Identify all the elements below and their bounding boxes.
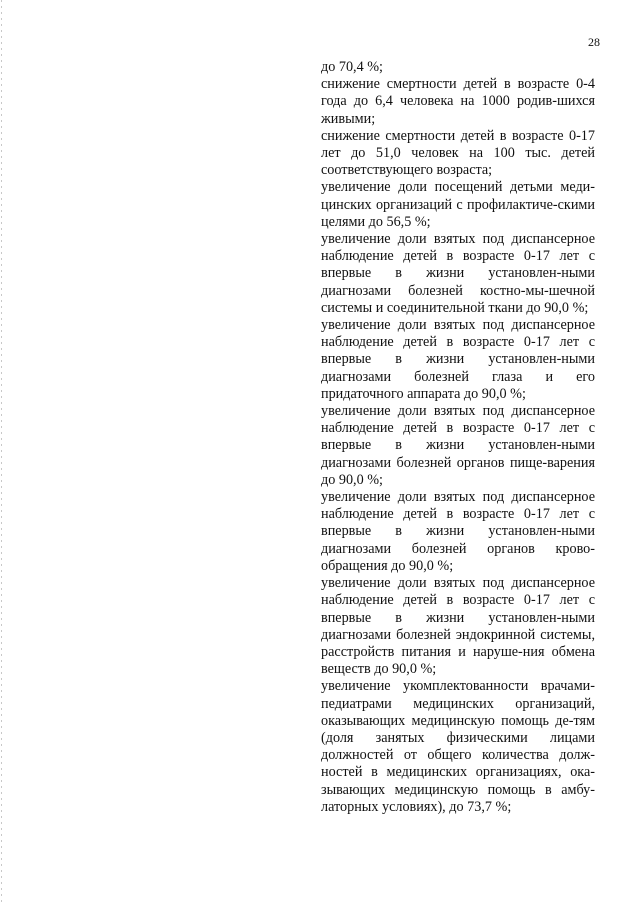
paragraph-continuation: до 70,4 %; (321, 59, 383, 75)
page-number: 28 (588, 35, 600, 49)
paragraph-musculoskeletal: увеличение доли взятых под диспансерное наблюдение детей в возрасте 0-17 лет с впервые в жизни установлен-ными диагнозами болезней костно-мы-шечной системы и соединительной ткани до 90,0 %; (321, 231, 595, 316)
paragraph-child-mortality-0-17: снижение смертности детей в возрасте 0-17 лет до 51,0 человек на 100 тыс. детей соответствующего возраста; (321, 127, 595, 179)
paragraph-endocrine-diseases: увеличение доли взятых под диспансерное наблюдение детей в возрасте 0-17 лет с впервые в жизни установлен-ными диагнозами болезней эндокринной системы, расстройств питания и наруше-ния обмена веществ до 90,0 %; (321, 575, 595, 678)
document-text-column (321, 59, 595, 816)
paragraph-pediatricians-staffing: увеличение укомплектованности врачами-педиатрами медицинских организаций, оказывающих медицинскую помощь де-тям (доля занятых физическими лицами должностей от общего количества долж-ностей в медицинских организациях, ока-зывающих медицинскую помощь в амбу-латорных условиях), до 73,7 %; (321, 678, 595, 815)
paragraph-preventive-visits: увеличение доли посещений детьми меди-цинских организаций с профилактиче-скими целями до 56,5 %; (321, 179, 595, 230)
paragraph-digestive-diseases: увеличение доли взятых под диспансерное наблюдение детей в возрасте 0-17 лет с впервые в жизни установлен-ными диагнозами болезней органов пище-варения до 90,0 %; (321, 403, 595, 488)
paragraph-eye-diseases: увеличение доли взятых под диспансерное наблюдение детей в возрасте 0-17 лет с впервые в жизни установлен-ными диагнозами болезней глаза и его придаточного аппарата до 90,0 %; (321, 317, 595, 402)
scan-left-edge (1, 0, 2, 905)
paragraph-circulatory-diseases: увеличение доли взятых под диспансерное наблюдение детей в возрасте 0-17 лет с впервые в жизни установлен-ными диагнозами болезней органов крово-обращения до 90,0 %; (321, 489, 595, 574)
paragraph-child-mortality-0-4: снижение смертности детей в возрасте 0-4 года до 6,4 человека на 1000 родив-шихся живыми; (321, 76, 595, 127)
